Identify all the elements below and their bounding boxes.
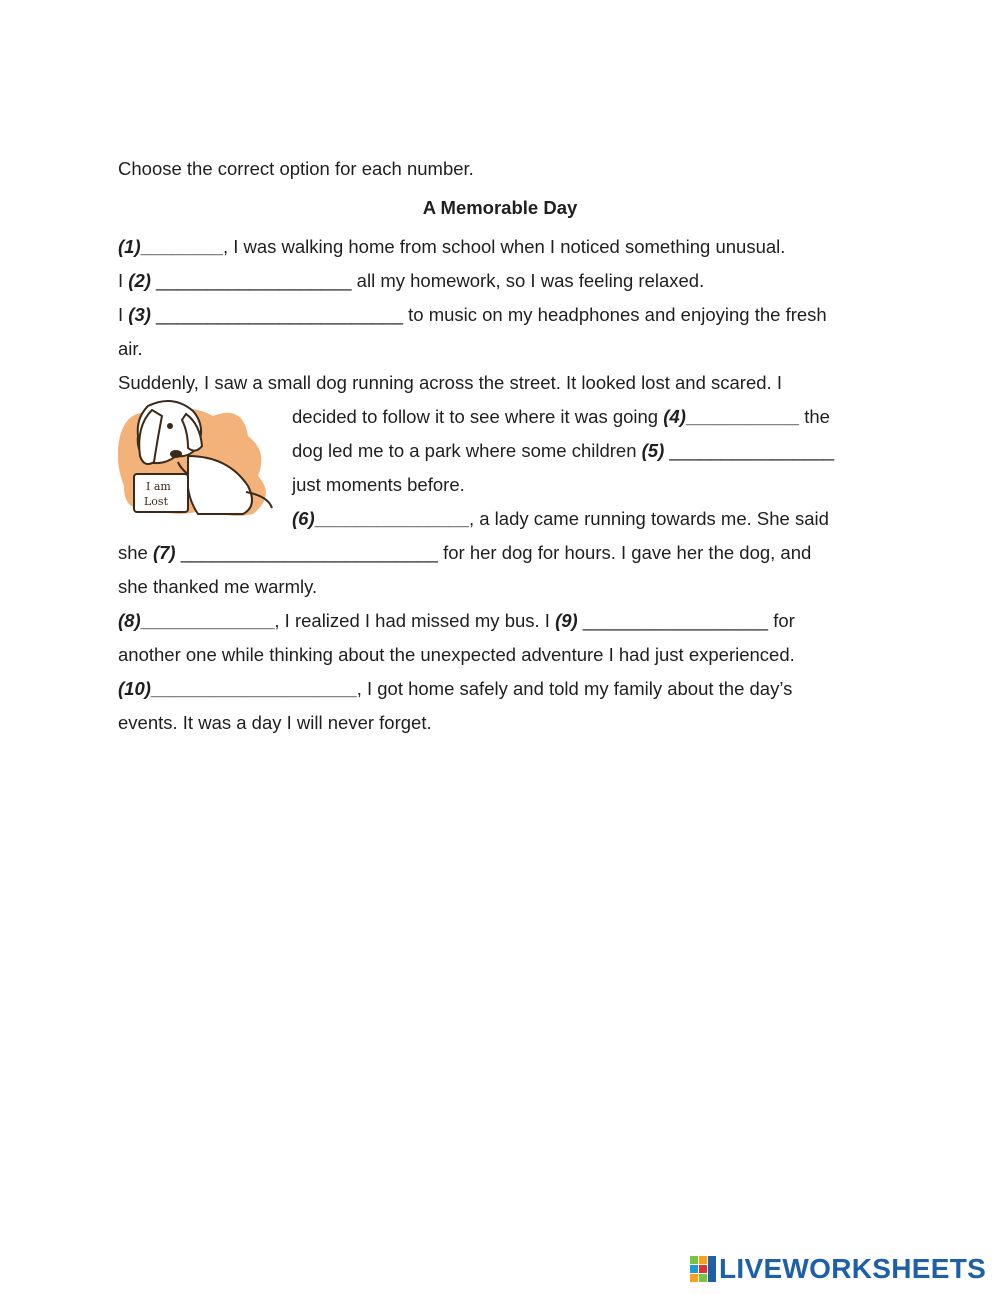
line-3 (118, 303, 827, 327)
worksheet-title: A Memorable Day (422, 197, 578, 218)
item-number: (2) (128, 270, 151, 291)
line-text: she (118, 542, 153, 563)
sign-text-2: Lost (144, 495, 168, 508)
item-number: (4) (663, 406, 686, 427)
line-7 (292, 439, 834, 463)
line-text: decided to follow it to see where it was going (292, 406, 664, 427)
sign-text-1: I am (146, 480, 171, 493)
line-text: all my homework, so I was feeling relaxed. (351, 270, 705, 291)
line-12 (118, 609, 795, 633)
answer-blank-7[interactable] (181, 542, 438, 563)
line-14 (118, 677, 792, 701)
line-9 (292, 507, 829, 531)
line-2 (118, 269, 704, 293)
line-8: just moments before. (292, 474, 465, 495)
line-10 (118, 541, 811, 565)
answer-blank-1[interactable] (141, 236, 223, 257)
line-text: I (118, 304, 129, 325)
line-text: for (768, 610, 795, 631)
item-number: (6) (292, 508, 315, 529)
lost-dog-illustration (118, 396, 276, 520)
line-text: to music on my headphones and enjoying the fresh (402, 304, 827, 325)
line-text: for her dog for hours. I gave her the dog, and (437, 542, 812, 563)
item-number: (10) (118, 678, 151, 699)
item-number: (3) (128, 304, 151, 325)
line-6 (292, 405, 830, 429)
line-4: air. (118, 338, 143, 359)
line-text: , a lady came running towards me. She said (468, 508, 829, 529)
logo-text: LIVEWORKSHEETS (719, 1253, 987, 1284)
line-text: I (118, 270, 129, 291)
item-number: (8) (118, 610, 141, 631)
line-1 (118, 235, 785, 259)
answer-blank-6[interactable] (315, 508, 469, 529)
item-number: (9) (555, 610, 578, 631)
line-text: dog led me to a park where some children (292, 440, 642, 461)
liveworksheets-logo (690, 1252, 986, 1286)
answer-blank-3[interactable] (156, 304, 403, 325)
answer-blank-2[interactable] (156, 270, 352, 291)
item-number: (5) (641, 440, 665, 461)
logo-mark-icon (690, 1256, 716, 1282)
item-number: (7) (152, 542, 176, 563)
line-15: events. It was a day I will never forget. (118, 712, 432, 733)
answer-blank-4[interactable] (686, 406, 799, 427)
instruction: Choose the correct option for each number. (118, 158, 474, 179)
answer-blank-8[interactable] (141, 610, 275, 631)
item-number: (1) (118, 236, 141, 257)
line-text: the (799, 406, 830, 427)
line-text: , I was walking home from school when I noticed something unusual. (222, 236, 786, 257)
line-13: another one while thinking about the unexpected adventure I had just experienced. (118, 644, 795, 665)
line-5: Suddenly, I saw a small dog running across the street. It looked lost and scared. I (118, 372, 782, 393)
answer-blank-10[interactable] (151, 678, 357, 699)
line-11: she thanked me warmly. (118, 576, 318, 597)
line-text: , I got home safely and told my family about the day’s (356, 678, 793, 699)
answer-blank-5[interactable] (669, 440, 834, 461)
line-text: , I realized I had missed my bus. I (274, 610, 556, 631)
answer-blank-9[interactable] (583, 610, 768, 631)
